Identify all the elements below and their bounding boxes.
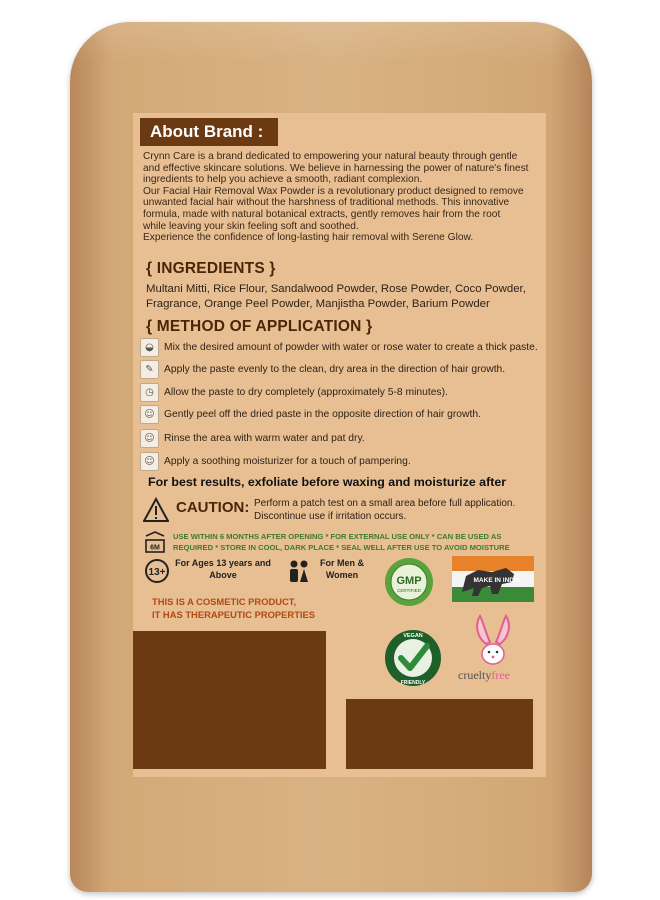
ingredients-heading: { INGREDIENTS } xyxy=(146,260,276,277)
cruelty-free-part: cruelty xyxy=(458,668,492,682)
step-text: Apply a soothing moisturizer for a touch of pampering. xyxy=(164,455,411,467)
brown-placeholder-box xyxy=(346,699,533,769)
about-line: Experience the confidence of long-lasting hair removal with Serene Glow. xyxy=(143,232,474,244)
make-in-india-badge xyxy=(452,556,534,602)
storage-line: REQUIRED * STORE IN COOL, DARK PLACE * SEAL WELL AFTER USE TO AVOID MOISTURE xyxy=(173,543,510,552)
mixing-bowl-icon: ◒ xyxy=(140,338,159,357)
age-icon-label: 13+ xyxy=(148,567,166,578)
age-label xyxy=(172,557,274,581)
caution-label: CAUTION: xyxy=(176,499,250,516)
vegan-badge-top: VEGAN xyxy=(403,633,423,639)
step-text: Apply the paste evenly to the clean, dry area in the direction of hair growth. xyxy=(164,363,506,375)
about-text xyxy=(143,151,539,244)
men-women-icon xyxy=(286,558,312,584)
method-step xyxy=(140,358,505,380)
age-13-plus-icon xyxy=(144,558,170,584)
method-step xyxy=(140,450,411,472)
gender-line: For Men & xyxy=(320,558,364,568)
vegan-friendly-badge xyxy=(383,628,443,688)
about-line: Our Facial Hair Removal Wax Powder is a revolutionary product designed to remove xyxy=(143,185,524,197)
step-text: Allow the paste to dry completely (approximately 5-8 minutes). xyxy=(164,386,448,398)
cosmetic-note xyxy=(152,595,322,621)
about-line: ingredients to help you achieve a smooth, radiant complexion. xyxy=(143,174,423,186)
method-heading: { METHOD OF APPLICATION } xyxy=(146,318,373,335)
age-line: For Ages 13 years and xyxy=(175,558,271,568)
rinse-face-icon: ☺ xyxy=(140,429,159,448)
about-heading: About Brand : xyxy=(140,118,278,146)
best-results-note: For best results, exfoliate before waxing and moisturize after xyxy=(148,475,507,489)
gender-label xyxy=(314,557,370,581)
about-line: and effective skincare solutions. We believe in harnessing the power of nature's finest xyxy=(143,162,529,174)
vegan-badge-bottom: FRIENDLY xyxy=(400,680,426,686)
cruelty-free-label xyxy=(458,668,510,683)
caution-line: Discontinue use if irritation occurs. xyxy=(254,510,407,522)
brush-icon: ✎ xyxy=(140,360,159,379)
method-step xyxy=(140,403,481,425)
about-line: formula, made with natural botanical extracts, gently removes hair from the root xyxy=(143,208,501,220)
open-jar-label: 6M xyxy=(150,544,160,552)
gender-line: Women xyxy=(325,570,359,580)
peel-face-icon: ☺ xyxy=(140,405,159,424)
storage-instructions xyxy=(173,531,535,553)
timer-icon: ◷ xyxy=(140,383,159,402)
method-step xyxy=(140,336,538,358)
brown-placeholder-box xyxy=(133,631,326,769)
caution-text xyxy=(254,498,534,523)
method-step xyxy=(140,427,365,449)
about-line: unwanted facial hair without the harshness of traditional methods. This innovative xyxy=(143,197,510,209)
step-text: Rinse the area with warm water and pat dry. xyxy=(164,432,365,444)
step-text: Gently peel off the dried paste in the opposite direction of hair growth. xyxy=(164,408,481,420)
storage-line: USE WITHIN 6 MONTHS AFTER OPENING * FOR EXTERNAL USE ONLY * CAN BE USED AS xyxy=(173,532,502,541)
ingredients-list xyxy=(146,282,538,311)
cruelty-free-highlight: free xyxy=(491,668,510,682)
step-text: Mix the desired amount of powder with water or rose water to create a thick paste. xyxy=(164,341,538,353)
ingredients-line: Multani Mitti, Rice Flour, Sandalwood Powder, Rose Powder, Coco Powder, xyxy=(146,283,526,295)
moisturize-face-icon: ☺ xyxy=(140,452,159,471)
warning-icon xyxy=(143,497,169,523)
age-line: Above xyxy=(209,570,237,580)
about-line: while leaving your skin feeling soft and soothed. xyxy=(143,220,359,232)
bunny-icon xyxy=(470,612,516,668)
gmp-certified-badge xyxy=(384,557,434,607)
ingredients-line: Fragrance, Orange Peel Powder, Manjistha Powder, Barium Powder xyxy=(146,297,490,310)
india-badge-label: MAKE IN INDIA xyxy=(473,577,521,584)
about-line: Crynn Care is a brand dedicated to empowering your natural beauty through gentle xyxy=(143,151,518,162)
caution-line: Perform a patch test on a small area before full application. xyxy=(254,498,516,509)
open-jar-icon xyxy=(143,530,167,554)
cosmetic-line: IT HAS THERAPEUTIC PROPERTIES xyxy=(152,609,316,620)
gmp-badge-label: GMP xyxy=(396,575,422,587)
method-step xyxy=(140,381,448,403)
gmp-badge-sublabel: CERTIFIED xyxy=(397,588,421,593)
cosmetic-line: THIS IS A COSMETIC PRODUCT, xyxy=(152,596,297,607)
